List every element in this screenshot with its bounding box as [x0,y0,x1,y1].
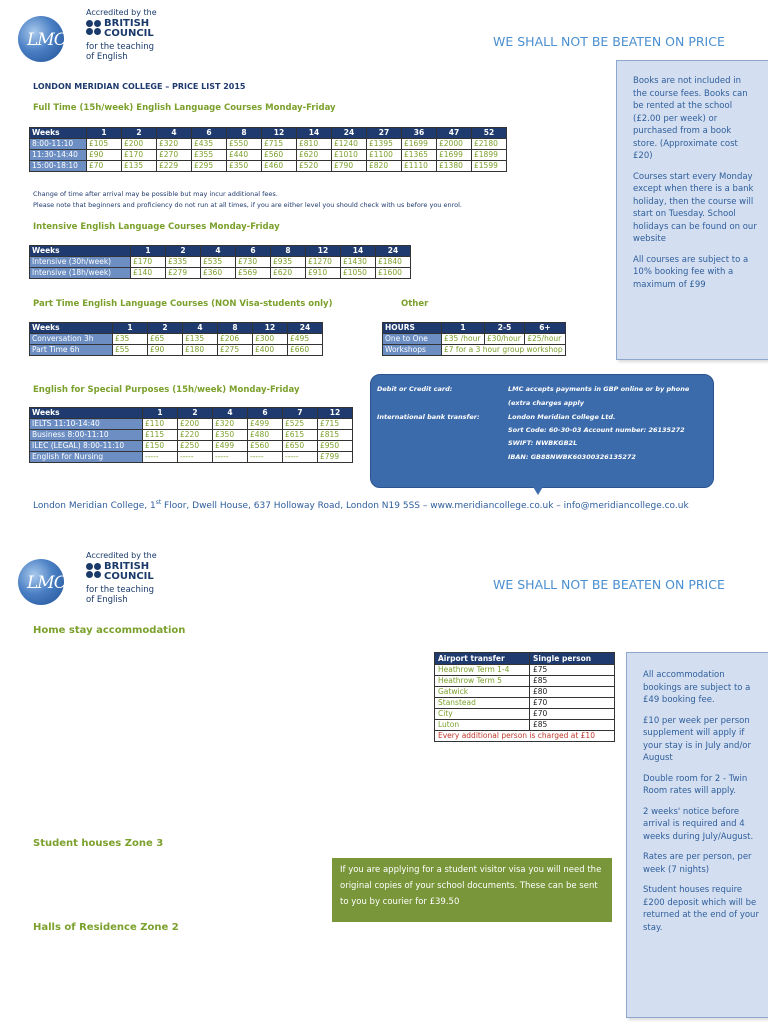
column-header: 4 [213,408,248,419]
price-cell: £200 [178,419,213,430]
price-cell: £80 [530,687,615,698]
column-header: 14 [297,128,332,139]
note-1: Change of time after arrival may be possible but may incur additional fees. [33,190,278,198]
price-cell: £1395 [367,139,402,150]
table-row [383,334,566,345]
bc-line2: COUNCIL [104,28,154,39]
column-header: 24 [288,323,323,334]
price-cell: £30/hour [484,334,524,345]
price-cell: £1110 [402,161,437,172]
other-price-table [382,322,566,356]
price-cell: ----- [248,452,283,463]
esp-price-table [29,407,353,463]
price-cell: £220 [178,430,213,441]
price-cell: £790 [332,161,367,172]
price-cell: £1899 [472,150,507,161]
price-list-title: LONDON MERIDIAN COLLEGE – PRICE LIST 2015 [33,82,246,91]
column-header: 24 [332,128,367,139]
table-header-row [30,128,507,139]
teaching-text-2: for the teaching of English [86,585,155,605]
bank-line-2: Sort Code: 60-30-03 Account number: 26135272 [508,426,685,434]
price-cell: £150 [143,441,178,452]
row-label: Intensive (30h/week) [30,257,131,268]
table-row [30,334,323,345]
price-cell: £535 [201,257,236,268]
page1-footer [33,499,689,511]
price-cell: £170 [122,150,157,161]
price-cell: £350 [213,430,248,441]
fulltime-heading: Full Time (15h/week) English Language Courses Monday-Friday [33,103,336,113]
price-cell: £320 [213,419,248,430]
accommodation-sidebar [626,652,768,1018]
additional-person-note: Every additional person is charged at £10 [435,731,615,742]
accredited-text: Accredited by the [86,8,157,17]
price-cell: £1270 [306,257,341,268]
price-cell: £499 [248,419,283,430]
bank-label: International bank transfer: [377,413,480,421]
price-cell: £1240 [332,139,367,150]
table-row [435,665,615,676]
column-header: 2 [178,408,213,419]
column-header: 24 [376,246,411,257]
card-value-1: LMC accepts payments in GBP online or by phone [508,385,690,393]
column-header: 6+ [525,323,565,334]
price-cell: £110 [143,419,178,430]
price-cell: £360 [201,268,236,279]
row-label: Business 8:00-11:10 [30,430,143,441]
column-header: 4 [157,128,192,139]
column-header: Single person [530,653,615,665]
row-label: IELTS 11:10-14:40 [30,419,143,430]
column-header: 12 [306,246,341,257]
sidebar-start: Courses start every Monday except when there is a bank holiday, then the course will start on Tuesday. School holidays can be found on our website [633,171,757,244]
table-header-row [383,323,566,334]
column-header: 1 [87,128,122,139]
airport-name: Stanstead [435,698,530,709]
price-cell: £460 [262,161,297,172]
price-cell: £270 [157,150,192,161]
price-cell: £295 [192,161,227,172]
column-header: 6 [236,246,271,257]
price-cell: £569 [236,268,271,279]
airport-transfer-table [434,652,615,742]
acc-note-4: 2 weeks' notice before arrival is required and 4 weeks during July/August. [643,806,754,842]
bc-line1: BRITISH [104,18,150,29]
price-cell: £65 [148,334,183,345]
column-header: 8 [218,323,253,334]
table-row [383,345,566,356]
intensive-heading: Intensive English Language Courses Monday-Friday [33,222,280,232]
column-header: 27 [367,128,402,139]
column-header: 1 [442,323,485,334]
price-cell: £140 [131,268,166,279]
price-cell: £300 [253,334,288,345]
price-cell: £135 [183,334,218,345]
price-cell: £200 [122,139,157,150]
price-cell: ----- [143,452,178,463]
airport-name: Gatwick [435,687,530,698]
price-cell: £1010 [332,150,367,161]
price-cell: £560 [262,150,297,161]
price-cell: £810 [297,139,332,150]
bank-line-3: SWIFT: NWBKGB2L [508,439,578,447]
price-cell: £275 [218,345,253,356]
column-header: 12 [318,408,353,419]
footer-part-a: London Meridian College, 1 [33,501,156,511]
accredited-text-2: Accredited by the [86,551,157,560]
price-cell: £170 [131,257,166,268]
card-label: Debit or Credit card: [377,385,453,393]
column-header: 2-5 [484,323,524,334]
price-cell: £499 [213,441,248,452]
price-cell: £620 [297,150,332,161]
price-cell: £1100 [367,150,402,161]
column-header: 12 [253,323,288,334]
other-heading: Other [401,299,429,309]
column-header: 1 [143,408,178,419]
column-header: 12 [262,128,297,139]
sidebar-books: Books are not included in the course fees. Books can be rented at the school (£2.00 per week) or purchased from a book store. (Approximate cost £20) [633,76,748,161]
sidebar-fee: All courses are subject to a 10% booking fee with a maximum of £99 [633,254,749,290]
intensive-price-table [29,245,411,279]
visa-notice: If you are applying for a student visitor visa you will need the original copies of your school documents. These can be sent to you by courier for £39.50 [332,858,612,922]
bank-line-1: London Meridian College Ltd. [508,413,616,421]
logo-text-2: LMC [27,573,66,593]
parttime-heading: Part Time English Language Courses (NON Visa-students only) [33,299,333,309]
weeks-header: Weeks [30,246,131,257]
column-header: 14 [341,246,376,257]
table-row [435,720,615,731]
parttime-price-table [29,322,323,356]
price-cell: £620 [271,268,306,279]
british-council-dots-icon-2 [86,563,102,579]
column-header: 1 [113,323,148,334]
column-header: 4 [201,246,236,257]
price-cell: £35 /hour [442,334,485,345]
table-row [30,161,507,172]
table-header-row [30,323,323,334]
table-header-row [435,653,615,665]
footer-sup: st [155,499,162,506]
table-row [30,139,507,150]
workshops-value: £7 for a 3 hour group workshop [442,345,566,356]
table-row [30,257,411,268]
price-cell: £1699 [437,150,472,161]
price-cell: £1430 [341,257,376,268]
price-cell: £70 [530,698,615,709]
price-cell: £495 [288,334,323,345]
price-cell: £660 [288,345,323,356]
price-cell: £1050 [341,268,376,279]
price-cell: £435 [192,139,227,150]
price-cell: £935 [271,257,306,268]
price-cell: £115 [143,430,178,441]
acc-note-2: £10 per week per person supplement will apply if your stay is in July and/or August [643,715,751,763]
row-label: Conversation 3h [30,334,113,345]
college-logo-globe-2 [18,559,64,605]
column-header: 7 [283,408,318,419]
price-cell: £90 [148,345,183,356]
logo-block-top [18,8,163,68]
column-header: 1 [131,246,166,257]
column-header: 2 [166,246,201,257]
price-cell: £550 [227,139,262,150]
price-cell: £2000 [437,139,472,150]
column-header: 4 [183,323,218,334]
acc-note-5: Rates are per person, per week (7 nights) [643,852,752,875]
price-cell: £1600 [376,268,411,279]
price-cell: £910 [306,268,341,279]
price-cell: £135 [122,161,157,172]
column-header: 6 [192,128,227,139]
row-label: 8:00-11:10 [30,139,87,150]
bc-line1-2: BRITISH [104,561,150,572]
price-cell: £355 [192,150,227,161]
table-row [435,698,615,709]
slogan-top: WE SHALL NOT BE BEATEN ON PRICE [493,34,725,49]
logo-block-bottom [18,551,163,611]
course-info-sidebar [616,60,768,360]
price-cell: ----- [213,452,248,463]
row-label: Workshops [383,345,442,356]
price-cell: £320 [157,139,192,150]
price-cell: £85 [530,720,615,731]
acc-note-1: All accommodation bookings are subject to a £49 booking fee. [643,670,751,705]
price-cell: £2180 [472,139,507,150]
table-row [435,687,615,698]
price-cell: £105 [87,139,122,150]
airport-name: Heathrow Term 1-4 [435,665,530,676]
callout-pointer [532,485,544,495]
column-header: 52 [472,128,507,139]
weeks-header: Weeks [30,408,143,419]
table-row [435,709,615,720]
fulltime-price-table [29,127,507,172]
row-label: One to One [383,334,442,345]
column-header: 2 [148,323,183,334]
price-cell: £35 [113,334,148,345]
table-row [30,419,353,430]
price-cell: £560 [248,441,283,452]
price-cell: £335 [166,257,201,268]
payment-callout [370,374,714,488]
price-cell: £229 [157,161,192,172]
slogan-bottom: WE SHALL NOT BE BEATEN ON PRICE [493,577,725,592]
price-cell: £1599 [472,161,507,172]
row-label: Part Time 6h [30,345,113,356]
price-cell: £250 [178,441,213,452]
price-cell: £25/hour [525,334,565,345]
table-row [435,676,615,687]
price-cell: £206 [218,334,253,345]
price-cell: £525 [283,419,318,430]
airport-name: Heathrow Term 5 [435,676,530,687]
column-header: 8 [271,246,306,257]
price-cell: £799 [318,452,353,463]
table-row [30,430,353,441]
column-header: 2 [122,128,157,139]
price-cell: £400 [253,345,288,356]
halls-heading: Halls of Residence Zone 2 [33,922,179,933]
price-cell: £75 [530,665,615,676]
price-cell: £715 [262,139,297,150]
table-row [30,150,507,161]
price-cell: £615 [283,430,318,441]
price-cell: £350 [227,161,262,172]
table-row [435,731,615,742]
british-council-dots-icon [86,20,102,36]
table-header-row [30,408,353,419]
college-logo-globe [18,16,64,62]
airport-name: City [435,709,530,720]
price-cell: £279 [166,268,201,279]
acc-note-3: Double room for 2 - Twin Room rates will apply. [643,773,748,796]
price-cell: £520 [297,161,332,172]
row-label: ILEC (LEGAL) 8:00-11:10 [30,441,143,452]
table-row [30,268,411,279]
price-cell: £950 [318,441,353,452]
british-council-text [104,19,154,39]
footer-part-b: Floor, Dwell House, 637 Holloway Road, London N19 5SS – www.meridiancollege.co.uk – info@meridiancollege.co.uk [161,501,689,511]
column-header: 36 [402,128,437,139]
card-value-2: (extra charges apply [508,399,584,407]
price-cell: £715 [318,419,353,430]
row-label: Intensive (18h/week) [30,268,131,279]
airport-name: Luton [435,720,530,731]
table-row [30,452,353,463]
price-cell: ----- [283,452,318,463]
weeks-header: Weeks [30,323,113,334]
student-houses-heading: Student houses Zone 3 [33,838,164,849]
price-cell: £55 [113,345,148,356]
column-header: 8 [227,128,262,139]
bank-line-4: IBAN: GB88NWBK60300326135272 [508,453,636,461]
price-cell: £730 [236,257,271,268]
price-cell: £820 [367,161,402,172]
price-cell: £180 [183,345,218,356]
table-row [30,345,323,356]
acc-note-6: Student houses require £200 deposit which will be returned at the end of your stay. [643,885,759,933]
logo-text: LMC [27,30,66,50]
price-cell: £1840 [376,257,411,268]
table-header-row [30,246,411,257]
column-header: Airport transfer [435,653,530,665]
weeks-header: Weeks [30,128,87,139]
price-cell: £1365 [402,150,437,161]
bc-line2-2: COUNCIL [104,571,154,582]
row-label: 11:30-14:40 [30,150,87,161]
teaching-text: for the teaching of English [86,42,155,62]
table-row [30,441,353,452]
price-cell: ----- [178,452,213,463]
weeks-header: HOURS [383,323,442,334]
esp-heading: English for Special Purposes (15h/week) Monday-Friday [33,385,300,395]
row-label: 15:00-18:10 [30,161,87,172]
price-cell: £90 [87,150,122,161]
row-label: English for Nursing [30,452,143,463]
price-cell: £70 [87,161,122,172]
british-council-text-2 [104,562,154,582]
column-header: 6 [248,408,283,419]
column-header: 47 [437,128,472,139]
price-cell: £480 [248,430,283,441]
price-cell: £85 [530,676,615,687]
price-cell: £650 [283,441,318,452]
price-cell: £440 [227,150,262,161]
note-2: Please note that beginners and proficiency do not run at all times, if you are either level you should check with us before you enrol. [33,201,462,209]
homestay-heading: Home stay accommodation [33,625,186,636]
price-cell: £70 [530,709,615,720]
price-cell: £1380 [437,161,472,172]
price-cell: £1699 [402,139,437,150]
price-cell: £815 [318,430,353,441]
